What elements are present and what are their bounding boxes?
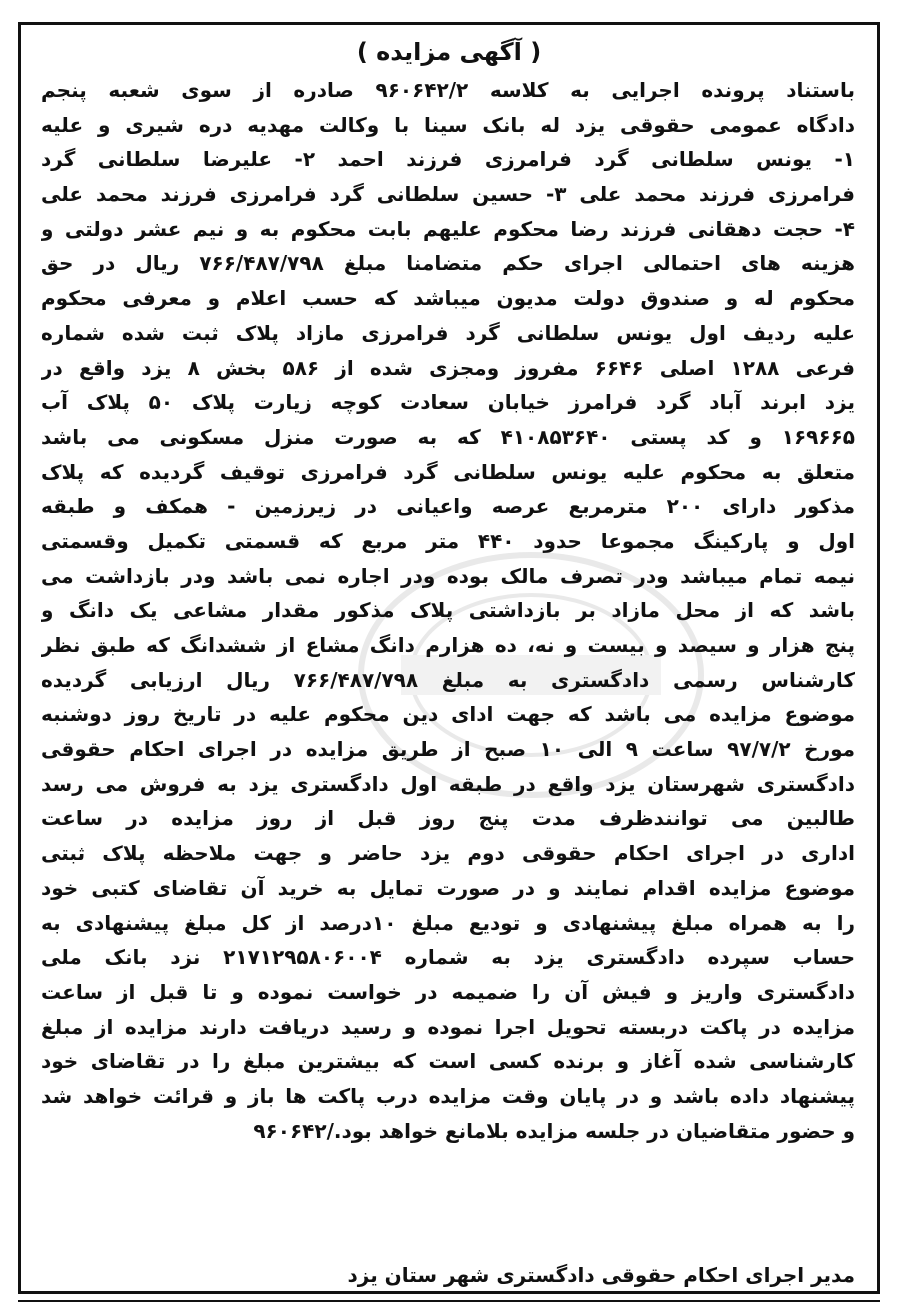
notice-line: علیه ردیف اول یونس سلطانی گرد فرامرزی مازاد پلاک ثبت شده شماره bbox=[41, 320, 855, 345]
notice-line: پنج هزار و سیصد و بیست و نه، ده هزارم دانگ مشاع از ششدانگ که طبق نظر bbox=[41, 633, 855, 657]
notice-line: ۱۶۹۶۶۵ و کد پستی ۴۱۰۸۵۳۶۴۰ که به صورت منزل مسکونی می باشد bbox=[41, 424, 855, 449]
notice-line: موضوع مزایده می باشد که جهت ادای دین محکوم علیه در تاریخ روز دوشنبه bbox=[41, 702, 855, 727]
notice-line: متعلق به محکوم علیه یونس سلطانی گرد فرامرزی توقیف گردیده که پلاک bbox=[41, 459, 855, 484]
notice-line: ۴- حجت دهقانی فرزند رضا محکوم علیهم بابت محکوم به و نیم عشر دولتی و bbox=[41, 216, 855, 241]
notice-line: دادگاه عمومی حقوقی یزد له بانک سینا با وکالت مهدیه دره شیری و علیه bbox=[41, 112, 855, 137]
notice-line: باشد که از محل مازاد بر بازداشتی پلاک مذکور مقدار مشاعی یک دانگ و bbox=[41, 598, 855, 623]
notice-line: فرعی ۱۲۸۸ اصلی ۶۶۴۶ مفروز ومجزی شده از ۵۸۶ بخش ۸ یزد واقع در bbox=[41, 355, 855, 380]
notice-line: پیشنهاد داده باشد و در پایان وقت مزایده درب پاکت ها باز و قرائت خواهد شد bbox=[41, 1083, 855, 1108]
auction-notice-frame bbox=[18, 22, 880, 1294]
notice-line: فرامرزی فرزند محمد علی ۳- حسین سلطانی گرد فرامرزی فرزند محمد علی bbox=[41, 182, 855, 207]
notice-line: و حضور متقاضیان در جلسه مزایده بلامانع خواهد بود./۹۶۰۶۴۲ bbox=[253, 1118, 855, 1143]
notice-line: مذکور دارای ۲۰۰ مترمربع عرصه واعیانی در زیرزمین - همکف و طبقه bbox=[41, 494, 855, 519]
notice-line: نیمه تمام میباشد ودر تصرف مالک بوده ودر اجاره نمی باشد ودر بازداشت می bbox=[41, 563, 855, 588]
notice-body bbox=[41, 73, 855, 1148]
notice-line: باستناد پرونده اجرایی به کلاسه ۹۶۰۶۴۲/۲ صادره از سوی شعبه پنجم bbox=[41, 78, 855, 102]
notice-line: اداری در اجرای احکام حقوقی دوم یزد حاضر و جهت ملاحظه پلاک ثبتی bbox=[41, 841, 855, 866]
notice-line: حساب سپرده دادگستری یزد به شماره ۲۱۷۱۲۹۵۸۰۶۰۰۴ نزد بانک ملی bbox=[41, 945, 855, 970]
signature-line: مدیر اجرای احکام حقوقی دادگستری شهر ستان یزد bbox=[347, 1263, 855, 1287]
notice-line: مزایده در پاکت دربسته تحویل اجرا نموده و رسید دریافت دارند مزایده از مبلغ bbox=[41, 1014, 855, 1039]
notice-line: یزد ابرند آباد گرد فرامرز خیابان سعادت کوچه زیارت پلاک ۵۰ پلاک آب bbox=[41, 390, 855, 415]
notice-line: را به همراه مبلغ پیشنهادی و تودیع مبلغ ۱۰درصد از کل مبلغ پیشنهادی به bbox=[41, 910, 855, 935]
notice-line: موضوع مزایده اقدام نمایند و در صورت تمایل به خرید آن تقاضای کتبی خود bbox=[41, 875, 855, 900]
notice-line: طالبین می توانندظرف مدت پنج روز قبل از روز مزایده در ساعت bbox=[41, 806, 855, 831]
notice-line: محکوم له و صندوق دولت مدیون میباشد که حسب اعلام و معرفی محکوم bbox=[41, 286, 855, 311]
notice-line: هزینه های احتمالی اجرای حکم متضامنا مبلغ ۷۶۶/۴۸۷/۷۹۸ ریال در حق bbox=[41, 251, 855, 276]
notice-line: دادگستری شهرستان یزد واقع در طبقه اول دادگستری یزد به فروش می رسد bbox=[41, 771, 855, 796]
notice-line: اول و پارکینگ مجموعا حدود ۴۴۰ متر مربع که قسمتی تکمیل وقسمتی bbox=[41, 528, 855, 553]
notice-line: ۱- یونس سلطانی گرد فرامرزی فرزند احمد ۲- علیرضا سلطانی گرد bbox=[41, 147, 855, 172]
notice-line: کارشناسی شده آغاز و برنده کسی است که بیشترین مبلغ را در تقاضای خود bbox=[41, 1049, 855, 1074]
notice-title: ( آگهی مزایده ) bbox=[356, 38, 542, 66]
bottom-divider bbox=[18, 1300, 880, 1302]
notice-line: مورخ ۹۷/۷/۲ ساعت ۹ الی ۱۰ صبح از طریق مزایده در اجرای احکام حقوقی bbox=[41, 737, 855, 762]
notice-line: دادگستری واریز و فیش آن را ضمیمه در خواست نموده و تا قبل از ساعت bbox=[41, 979, 855, 1004]
notice-line: کارشناس رسمی دادگستری به مبلغ ۷۶۶/۴۸۷/۷۹۸ ریال ارزیابی گردیده bbox=[41, 667, 855, 692]
